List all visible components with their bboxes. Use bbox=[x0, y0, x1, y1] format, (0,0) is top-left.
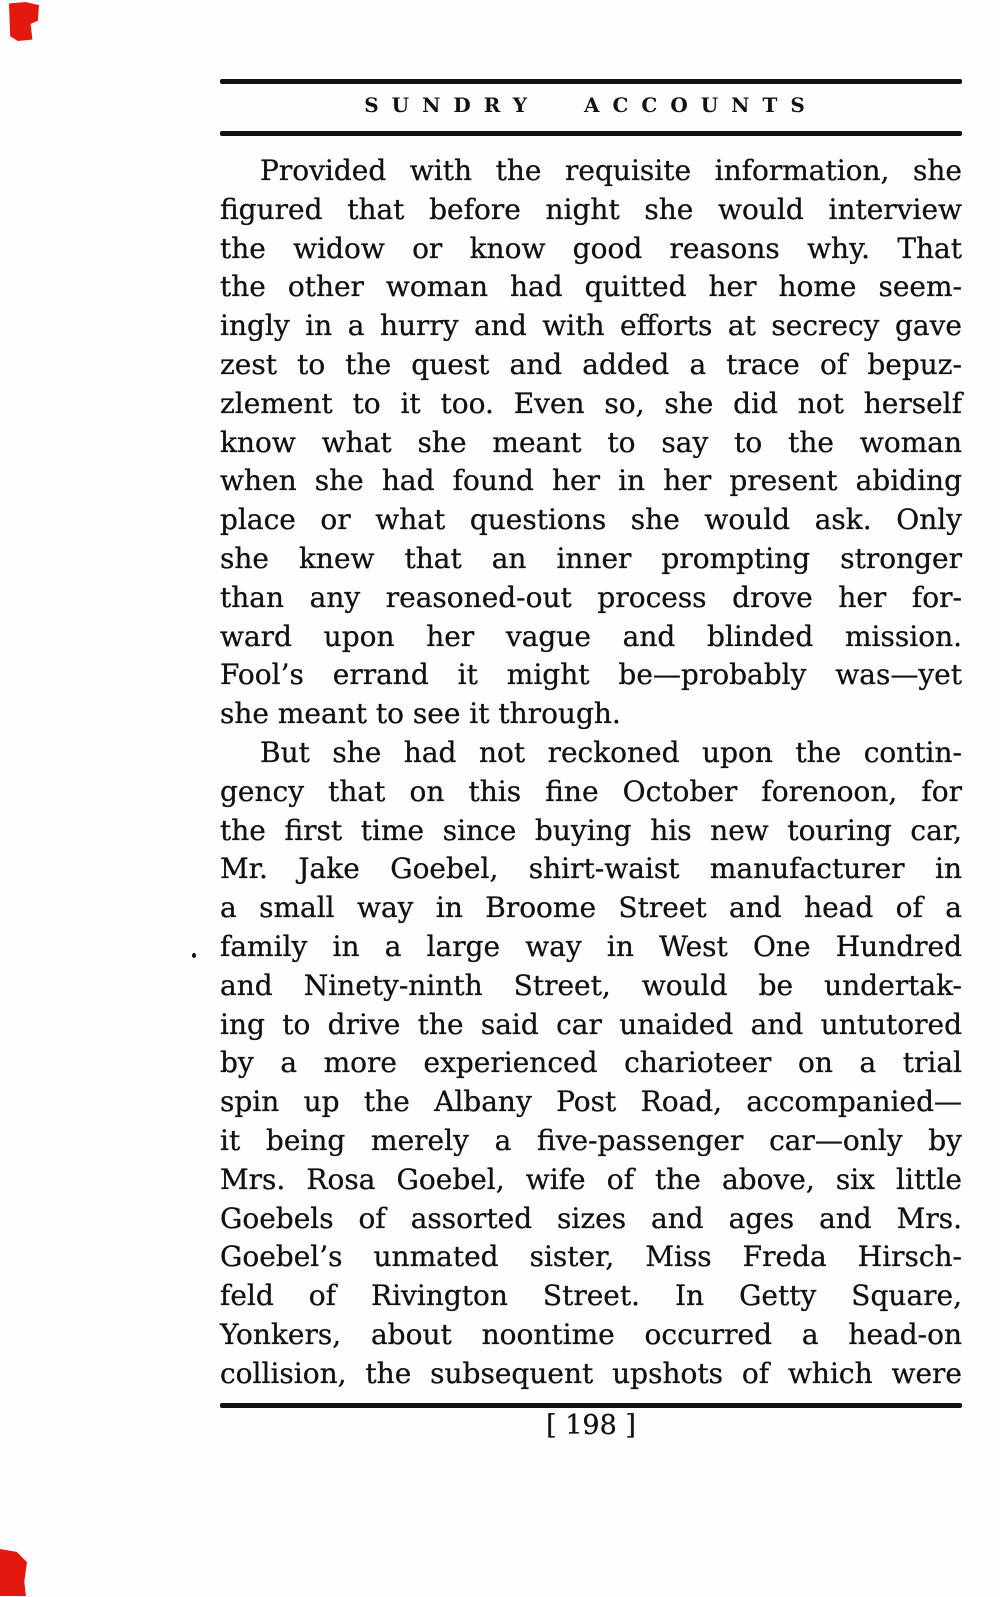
text-line: by a more experienced charioteer on a trial bbox=[220, 1046, 962, 1080]
text-line: ward upon her vague and blinded mission. bbox=[220, 619, 962, 653]
page-number: [ 198 ] bbox=[546, 1410, 636, 1441]
paragraph bbox=[220, 152, 962, 734]
text-line: Fool’s errand it might be—probably was—yet bbox=[220, 658, 962, 692]
text-line: the other woman had quitted her home seem- bbox=[220, 270, 962, 304]
header-rule-top bbox=[220, 79, 962, 84]
text-line: ingly in a hurry and with efforts at secrecy gave bbox=[220, 309, 962, 343]
text-line: the first time since buying his new touring car, bbox=[220, 813, 962, 847]
text-line: Mr. Jake Goebel, shirt-waist manufacturer in bbox=[220, 852, 962, 886]
text-line: ing to drive the said car unaided and untutored bbox=[220, 1007, 962, 1041]
paragraph bbox=[220, 734, 962, 1394]
text-line: collision, the subsequent upshots of which were bbox=[220, 1356, 962, 1390]
text-line: the widow or know good reasons why. That bbox=[220, 231, 962, 265]
text-line: a small way in Broome Street and head of a bbox=[220, 891, 962, 925]
text-line: Mrs. Rosa Goebel, wife of the above, six little bbox=[220, 1162, 962, 1196]
text-line: she knew that an inner prompting stronger bbox=[220, 541, 962, 575]
text-line: zlement to it too. Even so, she did not herself bbox=[220, 386, 962, 420]
body-text bbox=[220, 152, 962, 1394]
text-line: she meant to see it through. bbox=[220, 697, 621, 731]
text-line: figured that before night she would interview bbox=[220, 192, 962, 226]
page-header-title: SUNDRY ACCOUNTS bbox=[364, 93, 818, 117]
text-line: place or what questions she would ask. Only bbox=[220, 503, 962, 537]
red-scan-mark-bottom-left bbox=[0, 1549, 27, 1596]
header-rule-bottom bbox=[220, 131, 962, 136]
footer-rule bbox=[220, 1403, 962, 1408]
text-line: zest to the quest and added a trace of bepuz- bbox=[220, 347, 962, 381]
text-line: Goebel’s unmated sister, Miss Freda Hirsch- bbox=[220, 1240, 962, 1274]
ink-speck bbox=[192, 953, 196, 958]
text-line: it being merely a five-passenger car—only by bbox=[220, 1123, 962, 1157]
red-scan-mark-top-left bbox=[9, 2, 39, 41]
text-line: and Ninety-ninth Street, would be undertak- bbox=[220, 968, 962, 1002]
text-line: when she had found her in her present abiding bbox=[220, 464, 962, 498]
text-line: spin up the Albany Post Road, accompanied— bbox=[220, 1085, 962, 1119]
text-line: gency that on this fine October forenoon, for bbox=[220, 774, 962, 808]
text-line: But she had not reckoned upon the contin- bbox=[260, 735, 962, 769]
text-line: know what she meant to say to the woman bbox=[220, 425, 962, 459]
text-line: Yonkers, about noontime occurred a head-on bbox=[220, 1317, 962, 1351]
text-line: than any reasoned-out process drove her for- bbox=[220, 580, 962, 614]
text-line: Provided with the requisite information, she bbox=[260, 154, 962, 187]
text-line: feld of Rivington Street. In Getty Square, bbox=[220, 1279, 962, 1313]
text-line: family in a large way in West One Hundred bbox=[220, 929, 962, 963]
text-line: Goebels of assorted sizes and ages and Mrs. bbox=[220, 1201, 962, 1235]
